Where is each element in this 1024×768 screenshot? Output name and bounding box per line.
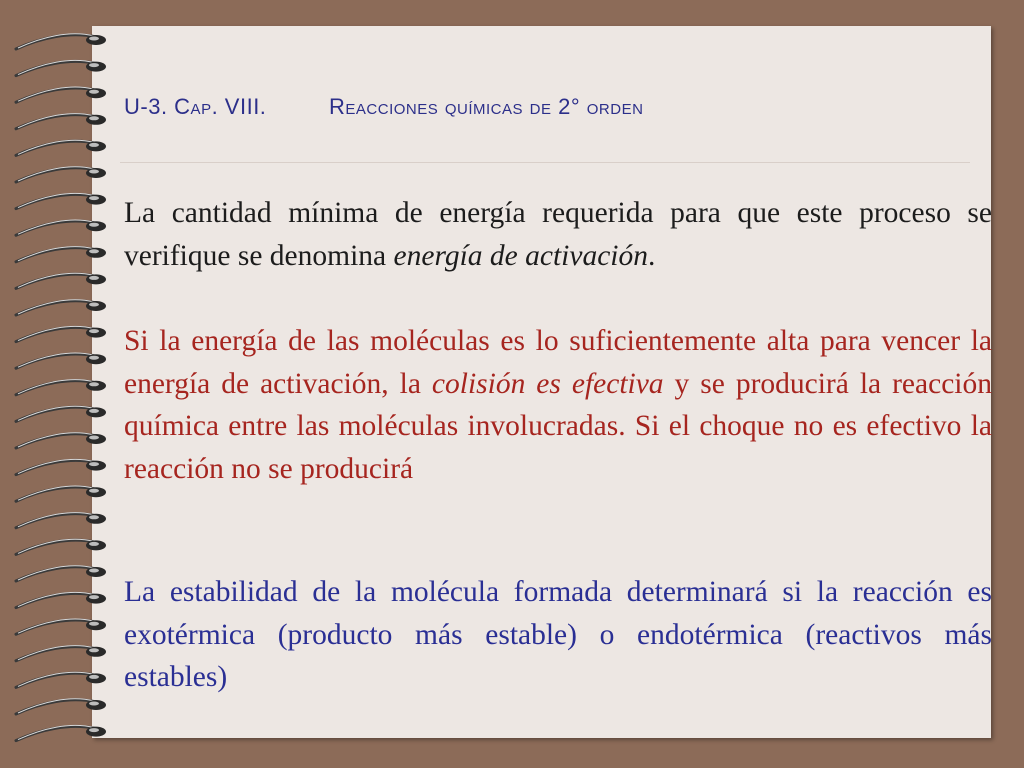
- binding-ring: [16, 300, 106, 315]
- binding-ring: [16, 699, 106, 714]
- binding-ring: [16, 114, 106, 129]
- paragraph-text: La estabilidad de la molécula formada determinará si la reacción es exotérmica (producto más estable) o endotérmica (reactivos más estables): [124, 576, 992, 693]
- binding-ring: [16, 140, 106, 155]
- binding-ring: [16, 433, 106, 448]
- paragraph-text: .: [648, 239, 656, 272]
- binding-ring: [16, 87, 106, 102]
- binding-ring: [16, 34, 106, 49]
- paragraph-text: La cantidad mínima de energía requerida para que este proceso se verifique se denomina: [124, 197, 992, 272]
- binding-ring: [16, 592, 106, 607]
- paragraph-activation-energy: [124, 192, 992, 277]
- binding-ring: [16, 220, 106, 235]
- binding-ring: [16, 326, 106, 341]
- paragraph-stability: [124, 571, 992, 699]
- binding-ring: [16, 646, 106, 661]
- binding-ring: [16, 619, 106, 634]
- binding-ring: [16, 539, 106, 554]
- binding-ring: [16, 513, 106, 528]
- binding-ring: [16, 459, 106, 474]
- binding-ring: [16, 486, 106, 501]
- emphasis-text: energía de activación: [393, 239, 648, 272]
- slide-header: [124, 94, 643, 120]
- binding-ring: [16, 725, 106, 740]
- spiral-binding-icon: [0, 0, 120, 768]
- slide-title: Reacciones químicas de 2° orden: [329, 94, 644, 119]
- paragraph-text: y se producirá la reacción química entre las moléculas involucradas. Si el choque no es efectivo la reacción no se producirá: [124, 367, 992, 485]
- binding-ring: [16, 353, 106, 368]
- binding-ring: [16, 167, 106, 182]
- paragraph-effective-collision: [124, 320, 992, 490]
- binding-ring: [16, 273, 106, 288]
- header-divider: [120, 162, 970, 163]
- binding-ring: [16, 380, 106, 395]
- binding-ring: [16, 566, 106, 581]
- binding-ring: [16, 672, 106, 687]
- binding-ring: [16, 247, 106, 262]
- emphasis-text: colisión es efectiva: [431, 367, 664, 400]
- binding-ring: [16, 406, 106, 421]
- chapter-code: U-3. Cap. VIII.: [124, 94, 267, 119]
- binding-ring: [16, 193, 106, 208]
- paragraph-text: Si la energía de las moléculas es lo suficientemente alta para vencer la energía de activación, la: [124, 325, 992, 400]
- binding-ring: [16, 60, 106, 75]
